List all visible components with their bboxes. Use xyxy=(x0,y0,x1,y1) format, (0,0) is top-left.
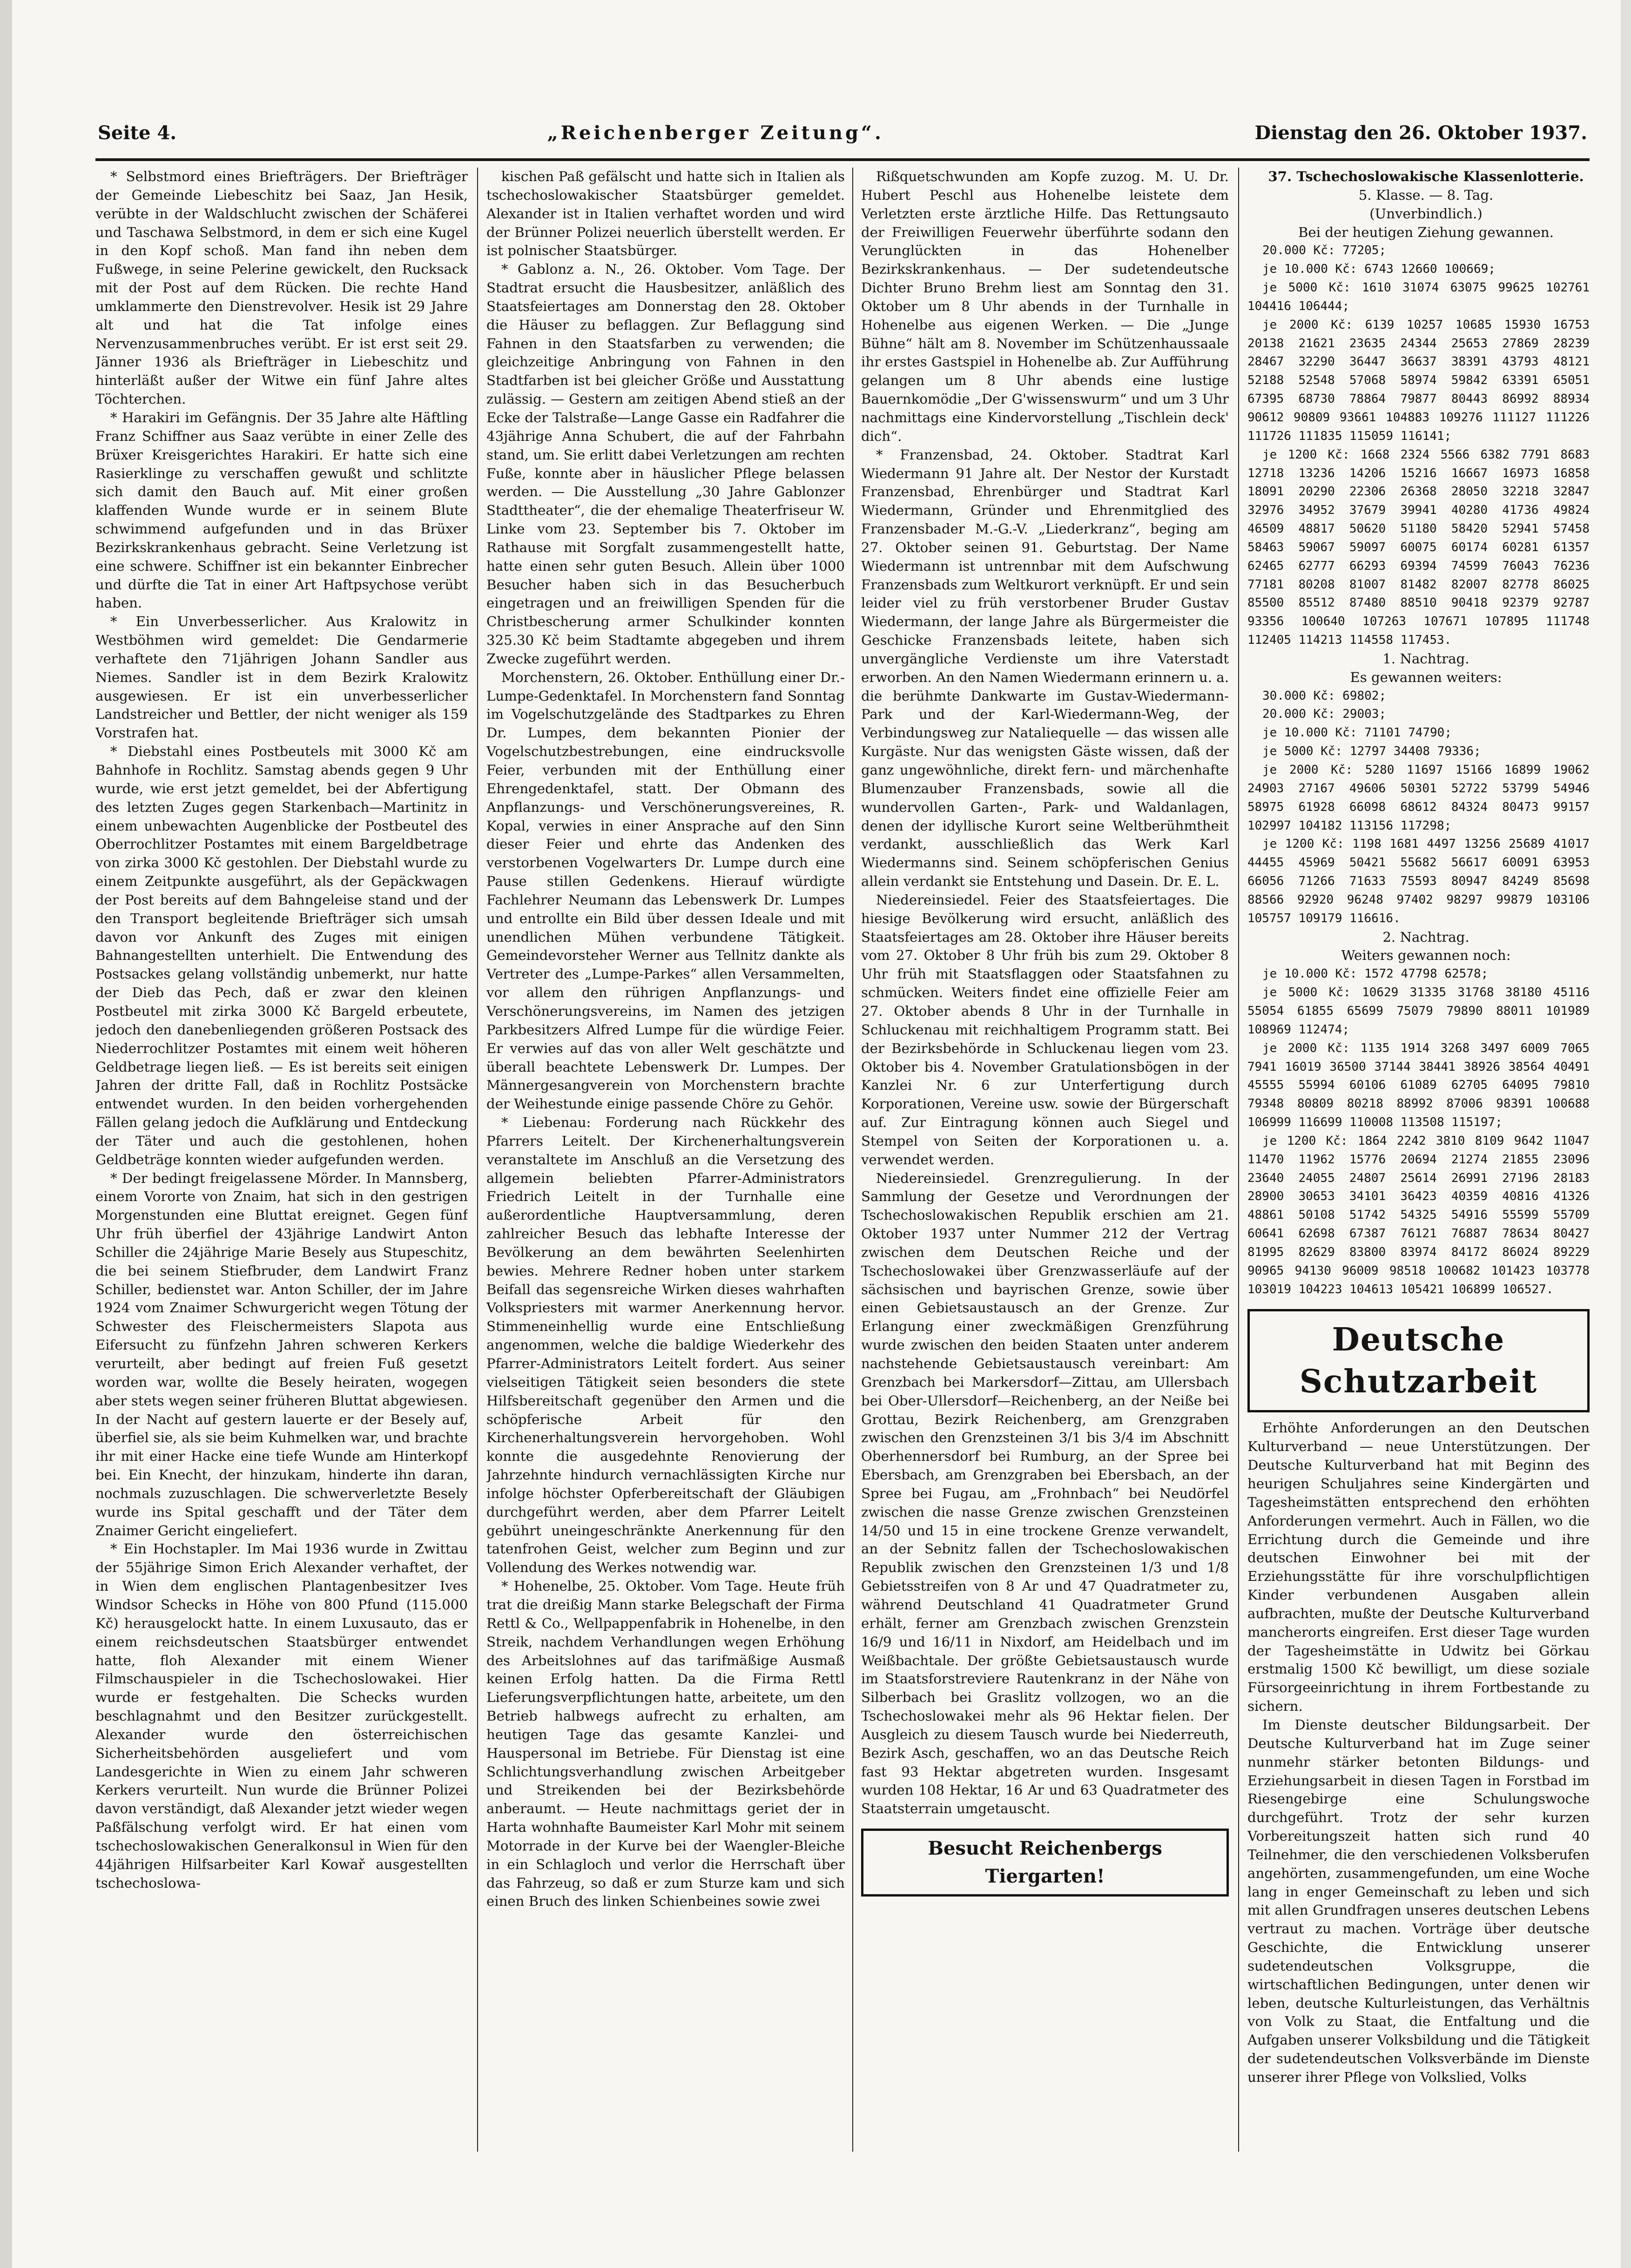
article-niedereinsiedel-feier: Niedereinsiedel. Feier des Staatsfeiertages. Die hiesige Bevölkerung wird ersucht, anläßlich des Staatsfeiertages am 28. Oktober ihre Häuser bereits vom 27. Oktober 8 Uhr früh bis zum 29. Oktober 8 Uhr früh mit Staatsflaggen oder Staatsfahnen zu schmücken. Weiters findet eine offizielle Feier am 27. Oktober abends 8 Uhr in der Turnhalle in Schluckenau mit reichhaltigem Programm statt. Bei der Bezirksbehörde in Schluckenau liegen vom 23. Oktober bis 4. November Gratulationsbögen in der Kanzlei Nr. 6 zur Unterfertigung durch Korporationen, Vereine usw. sowie der Bürgerschaft auf. Zur Eintragung können auch Siegel und Stempel von Seiten der Korporationen u. a. verwendet werden. xyxy=(861,891,1229,1168)
lottery-line: je 5000 Kč: 10629 31335 31768 38180 45116 55054 61855 65699 75079 79890 88011 101989 108969 112474; xyxy=(1247,986,1590,1037)
article-hohenelbe: * Hohenelbe, 25. Oktober. Vom Tage. Heute früh trat die dreißig Mann starke Belegschaft der Firma Rettl & Co., Wellpappenfabrik in Hohenelbe, in den Streik, nachdem Verhandlungen wegen Erhöhung des Arbeitslohnes auf das tarifmäßige Ausmaß keinen Erfolg hatten. Da die Firma Rettl Lieferungsverpflichtungen hatte, arbeitete, um den Betrieb halbwegs aufrecht zu erhalten, am heutigen Tage das gesamte Kanzlei- und Hauspersonal im Betriebe. Für Dienstag ist eine Schlichtungsverhandlung zwischen Arbeitgeber und Streikenden bei der Bezirksbehörde anberaumt. — Heute nachmittags geriet der in Harta wohnhafte Baumeister Karl Mohr mit seinem Motorrade in der Kurve bei der Waengler-Bleiche in ein Schlagloch und verlor die Herrschaft über das Fahrzeug, so daß er zum Sturze kam und sich einen Bruch des linken Schienbeines sowie zwei xyxy=(486,1578,845,1910)
lottery-line: je 1200 Kč: 1864 2242 3810 8109 9642 11047 11470 11962 15776 20694 21274 21855 23096 23640 24055 24807 25614 26991 27196 28183 28900 30653 34101 36423 40359 40816 41326 48861 50108 51742 54325 54916 55599 55709 60641 62698 67387 76121 76887 78634 80427 81995 82629 83800 83974 84172 86024 89229 90965 94130 96009 98518 100682 101423 103778 103019 104223 104613 105421 106899 106527. xyxy=(1247,1134,1590,1296)
lottery-draw: 5. Klasse. — 8. Tag. xyxy=(1358,187,1494,203)
lottery-line: 30.000 Kč: 69802; xyxy=(1262,688,1387,703)
article-moerder: * Der bedingt freigelassene Mörder. In Mannsberg, einem Vororte von Znaim, hat sich in den gestrigen Morgenstunden eine Bluttat ereignet. Gegen fünf Uhr früh überfiel der 43jährige Landwirt Anton Schiller die 24jährige Marie Besely aus Stupeschitz, die bei seinem Stiefbruder, dem Landwirt Franz Schiller, bedienstet war. Anton Schiller, der im Jahre 1924 vom Znaimer Schwurgericht wegen Tötung der Schwester des Fleischermeisters Slapota aus Eifersucht zu fünfzehn Jahren schweren Kerkers verurteilt, aber bedingt auf freien Fuß gesetzt worden war, wollte die Besely heiraten, wogegen aber stets wegen seiner früheren Bluttat abgewiesen. In der Nacht auf gestern lauerte er der Besely auf, überfiel sie, als sie beim Kuhmelken war, und brachte ihr mit einer Hacke eine tiefe Wunde am Hinterkopf bei. Ein Knecht, der hinzukam, hinderte ihn daran, nochmals zuzuschlagen. Die schwerverletzte Besely wurde ins Spital geschafft und der Täter dem Znaimer Gericht eingeliefert. xyxy=(95,1170,468,1539)
column-rule xyxy=(852,168,853,2152)
column-2 xyxy=(486,168,845,2152)
page-number: Seite 4. xyxy=(98,122,177,144)
issue-date: Dienstag den 26. Oktober 1937. xyxy=(1254,122,1587,144)
column-1 xyxy=(95,168,468,2152)
lottery-line: je 2000 Kč: 5280 11697 15166 16899 19062 24903 27167 49606 50301 52722 53799 54946 58975 61928 66098 68612 84324 80473 99157 102997 104182 113156 117298; xyxy=(1247,763,1590,833)
newspaper-title: „Reichenberger Zeitung“. xyxy=(547,122,884,144)
lottery-line: je 5000 Kč: 12797 34408 79336; xyxy=(1262,744,1481,759)
article-liebenau: * Liebenau: Forderung nach Rückkehr des Pfarrers Leitelt. Der Kirchenerhaltungsverein veranstaltete im Anschluß an die Versetzung des allgemein beliebten Pfarrer-Administrators Friedrich Leitelt in der Turnhalle eine außerordentliche Hauptversammlung, deren zahlreicher Besuch das lebhafte Interesse der Bevölkerung an dem bewährten Seelenhirten bewies. Mehrere Redner hoben unter starkem Beifall das segensreiche Wirken dieses wahrhaften Volkspriesters mit warmer Anerkennung hervor. Stimmeneinhellig wurde eine Entschließung angenommen, welche die baldige Wiederkehr des Pfarrer-Administrators Leitelt fordert. Aus seiner vielseitigen Tätigkeit seien besonders die stete Hilfsbereitschaft gegenüber den Armen und die schöpferische Arbeit für den Kirchenerhaltungsverein hervorgehoben. Wohl konnte die ausgedehnte Renovierung der Jahrzehnte hindurch vernachlässigten Kirche nur infolge höchster Opferbereitschaft der Gläubigen durchgeführt werden, aber dem Pfarrer Leitelt gebührt uneingeschränkte Anerkennung für den tatenfrohen Geist, welcher zum Beginn und zur Vollendung des Werkes notwendig war. xyxy=(486,1114,845,1576)
lottery-line: je 5000 Kč: 1610 31074 63075 99625 102761 104416 106444; xyxy=(1247,281,1590,313)
page-header xyxy=(98,122,1587,155)
lottery-line: je 2000 Kč: 6139 10257 10685 15930 16753 20138 21621 23635 24344 25653 27869 28239 28467 32290 36447 36637 38391 43793 48121 52188 52548 57068 58974 59842 63391 65051 67395 68730 78864 79877 80443 86992 88934 90612 90809 93661 104883 109276 111127 111226 111726 111835 115059 116141; xyxy=(1247,317,1590,443)
article-kulturverband: Erhöhte Anforderungen an den Deutschen Kulturverband — neue Unterstützungen. Der Deutsche Kulturverband hat mit Beginn des heurigen Schuljahres seine Kindergärten und Tagesheimstätten entsprechend den erhöhten Anforderungen vermehrt. Auch in Fällen, wo die Errichtung durch die Gemeinde und ihre deutschen Einwohner bei mit der Erziehungsstätte für ihre vorschulpflichtigen Kinder verbundenen Ausgaben allein aufbrachten, mußte der Deutsche Kulturverband mancherorts eingreifen. Erst dieser Tage wurden der Tagesheimstätte in Udwitz bei Görkau erstmalig 1500 Kč bewilligt, um diese soziale Fürsorgeeinrichtung in ihrem Fortbestande zu sichern. xyxy=(1247,1420,1590,1714)
header-rule xyxy=(95,158,1590,161)
article-hochstapler: * Ein Hochstapler. Im Mai 1936 wurde in Zwittau der 55jährige Simon Erich Alexander verhaftet, der in Wien dem englischen Plantagenbesitzer Ives Windsor Schecks in Höhe von 800 Pfund (115.000 Kč) herausgelockt hatte. In einem Luxusauto, das er einem reichsdeutschen Staatsbürger entwendet hatte, floh Alexander mit einem Wiener Filmschauspieler in die Tschechoslowakei. Hier wurde er festgehalten. Die Schecks wurden beschlagnahmt und den Besitzer zurückgestellt. Alexander wurde den österreichischen Sicherheitsbehörden ausgeliefert und vom Landesgerichte in Wien zu einem Jahr schweren Kerkers verurteilt. Nun wurde die Brünner Polizei davon verständigt, daß Alexander jetzt wieder wegen Paßfälschung verfolgt wird. Er hat einen vom tschechoslowakischen Generalkonsul in Wien für den 44jährigen Hilfsarbeiter Karl Kowař ausgestellten tschechoslowa- xyxy=(95,1541,468,1891)
article-franzensbad: * Franzensbad, 24. Oktober. Stadtrat Karl Wiedermann 91 Jahre alt. Der Nestor der Kurstadt Franzensbad, Ehrenbürger und Stadtrat Karl Wiedermann, Gründer und Ehrenmitglied des Franzensbader M.-G.-V. „Liederkranz“, beging am 27. Oktober seinen 91. Geburtstag. Der Name Wiedermann ist untrennbar mit dem Aufschwung Franzensbads zum Weltkurort verknüpft. Er und sein leider viel zu früh verstorbener Bruder Gustav Wiedermann, der lange Jahre als Bürgermeister die Geschicke Franzensbads leitete, haben sich unvergängliche Verdienste um ihre Vaterstadt erworben. An den Namen Wiedermann erinnern u. a. die berühmte Dankwarte im Gustav-Wiedermann-Park und der Karl-Wiedermann-Weg, der Verbindungsweg zur Nataliequelle — das wissen alle Kurgäste. Nur das wenigsten Gäste wissen, daß der ganz ungewöhnliche, direkt fern- und märchenhafte Blumenzauber Franzensbads, sowie all die wundervollen Garten-, Park- und Waldanlagen, denen der idyllische Kurort seine Weltberühmtheit verdankt, ausschließlich das Werk Karl Wiedermanns sind. Seinem schöpferischen Genius allein verdankt sie Entstehung und Dasein. Dr. E. L. xyxy=(861,446,1229,890)
lottery-supplement-heading: 2. Nachtrag. xyxy=(1382,929,1469,945)
lottery-line: je 1200 Kč: 1668 2324 5566 6382 7791 8683 12718 13236 14206 15216 16667 16973 16858 18091 20290 22306 26368 28050 32218 32847 32976 34952 37679 39941 40280 41736 49824 46509 48817 50620 51180 58420 52941 57458 58463 59067 59097 60075 60174 60281 61357 62465 62777 66293 69394 74599 76043 76236 77181 80208 81007 81482 82007 82778 86025 85500 85512 87480 88510 90418 92379 92787 93356 100640 107263 107671 107895 111748 112405 114213 114558 117453. xyxy=(1247,447,1590,648)
article-gablonz: * Gablonz a. N., 26. Oktober. Vom Tage. Der Stadtrat ersucht die Hausbesitzer, anläßlich des Staatsfeiertages am Donnerstag den 28. Oktober die Häuser zu beflaggen. Zur Beflaggung sind Fahnen in den Staatsfarben zu verwenden; die gleichzeitige Anbringung von Fahnen in den Stadtfarben ist bei gleicher Größe und Ausstattung zulässig. — Gestern am zeitigen Abend stieß an der Ecke der Talstraße—Lange Gasse ein Radfahrer die 43jährige Anna Schubert, die auf der Fahrbahn stand, um. Sie erlitt dabei Verletzungen am rechten Fuße, konnte aber in häuslicher Pflege belassen werden. — Die Ausstellung „30 Jahre Gablonzer Stadttheater“, die der ehemalige Theaterfriseur W. Linke vom 23. September bis 7. Oktober im Rathause mit Sorgfalt zusammengestellt hatte, hatte einen sehr guten Besuch. Allein über 1000 Besucher haben sich in das Besucherbuch eingetragen und an freiwilligen Spenden für die Christbescherung armer Schulkinder konnten 325.30 Kč beim Stadtamte abgegeben und ihrem Zwecke zugeführt werden. xyxy=(486,261,845,667)
lottery-subheading: Weiters gewannen noch: xyxy=(1341,947,1511,964)
lottery-intro: Bei der heutigen Ziehung gewannen. xyxy=(1298,224,1554,240)
lottery-note: (Unverbindlich.) xyxy=(1369,205,1483,222)
lottery-line: je 1200 Kč: 1198 1681 4497 13256 25689 41017 44455 45969 50421 55682 56617 60091 63953 66056 71266 71633 75593 80947 84249 85698 88566 92920 96248 97402 98297 99879 103106 105757 109179 116616. xyxy=(1247,837,1590,925)
article-continued: Rißquetschwunden am Kopfe zuzog. M. U. Dr. Hubert Peschl aus Hohenelbe leistete dem Verletzten erste ärztliche Hilfe. Das Rettungsauto der Freiwilligen Feuerwehr überführte sodann den Verunglückten in das Hohenelber Bezirkskrankenhaus. — Der sudetendeutsche Dichter Bruno Brehm liest am Sonntag den 31. Oktober um 8 Uhr abends in der Turnhalle in Hohenelbe aus eigenen Werken. — Die „Junge Bühne“ hält am 8. November im Schützenhaussaale ihr erstes Gastspiel in Hohenelbe ab. Zur Aufführung gelangen um 8 Uhr abends eine lustige Bauernkomödie „Der G'wissenswurm“ und um 3 Uhr nachmittags eine Kindervorstellung „Tischlein deck' dich“. xyxy=(861,169,1229,444)
column-rule xyxy=(1238,168,1239,2152)
zoo-advertisement: Besucht Reichenbergs Tiergarten! xyxy=(861,1829,1229,1897)
scan-edge-right xyxy=(1621,0,1631,2268)
article-harakiri: * Harakiri im Gefängnis. Der 35 Jahre alte Häftling Franz Schiffner aus Saaz verübte in einer Zelle des Brüxer Kreisgerichtes Harakiri. Er hatte sich eine Rasierklinge zu verschaffen gewußt und schlitzte sich damit den Bauch auf. Mit einer großen klaffenden Wunde wurde er in seinem Blute schwimmend aufgefunden und in das Brüxer Bezirkskrankenhaus gebracht. Seine Verletzung ist eine schwere. Schiffner ist ein bekannter Einbrecher und dürfte die Tat in einer Art Haftpsychose verübt haben. xyxy=(95,409,468,611)
scan-edge-left xyxy=(0,0,12,2268)
article-morchenstern: Morchenstern, 26. Oktober. Enthüllung einer Dr.-Lumpe-Gedenktafel. In Morchenstern fand Sonntag im Vogelschutzgelände des Stadtparkes zu Ehren Dr. Lumpes, dem bekannten Pionier der Vogelschutzbestrebungen, eine eindrucksvolle Feier, verbunden mit der Enthüllung einer Ehrengedenktafel, statt. Der Obmann des Anpflanzungs- und Verschönerungsvereines, R. Kopal, verwies in einer Ansprache auf den Sinn dieser Feier und ehrte das Andenken des verstorbenen Vogelwarters Dr. Lumpe durch eine Pause stillen Gedenkens. Hierauf würdigte Fachlehrer Neumann das Lebenswerk Dr. Lumpes und entrollte ein Bild über dessen Ideale und mit unendlichen Mühen verbundene Tätigkeit. Gemeindevorsteher Werner aus Tellnitz dankte als Vertreter des „Lumpe-Parkes“ allen Versammelten, vor allem den rührigen Anpflanzungs- und Verschönerungsvereins, im Namen des jetzigen Parkbesitzers Alfred Lumpe für die würdige Feier. Er verwies auf das von aller Welt geschätzte und überall beachtete Lebenswerk Dr. Lumpes. Der Männergesangverein von Morchenstern brachte der Weihestunde einige passende Chöre zu Gehör. xyxy=(486,669,845,1112)
lottery-subheading: Es gewannen weiters: xyxy=(1350,669,1502,685)
article-selbstmord: * Selbstmord eines Briefträgers. Der Briefträger der Gemeinde Liebeschitz bei Saaz, Jan Hesik, verübte in der Waldschlucht zwischen der Schäferei und Taschawa Selbstmord, in dem er sich eine Kugel in den Kopf schoß. Man fand ihn neben dem Fußwege, in seine Pelerine gewickelt, den Rucksack mit der Post auf dem Rücken. Die rechte Hand umklammerte den Dienstrevolver. Hesik ist 29 Jahre alt und hat die Tat infolge eines Nervenzusammenbruches verübt. Er ist erst seit 29. Jänner 1936 als Briefträger in Liebeschitz und hinterläßt außer der Witwe ein fünf Jahre altes Töchterchen. xyxy=(95,169,468,407)
lottery-line: je 10.000 Kč: 6743 12660 100669; xyxy=(1262,262,1496,277)
schutzarbeit-heading-box: Deutsche Schutzarbeit xyxy=(1247,1309,1590,1412)
article-bildungsarbeit: Im Dienste deutscher Bildungsarbeit. Der Deutsche Kulturverband hat im Zuge seiner nunmehr stärker betonten Bildungs- und Erziehungsarbeit in diesen Tagen in Forstbad im Riesengebirge eine Schulungswoche durchgeführt. Trotz der sehr kurzen Vorbereitungszeit hatten sich rund 40 Teilnehmer, die den verschiedenen Volksberufen angehörten, zusammengefunden, um eine Woche lang in enger Gemeinschaft zu leben und sich mit allen Grundfragen unseres deutschen Lebens vertraut zu machen. Vorträge über deutsche Geschichte, die Entwicklung unserer sudetendeutschen Volksgruppe, die wirtschaftlichen Bedingungen, unter denen wir leben, deutsche Kulturleistungen, das Verhältnis von Volk zu Staat, die Entfaltung und die Aufgaben unserer Volksbildung und die Tätigkeit der sudetendeutschen Volksverbände im Dienste unserer ihrer Pflege von Volkslied, Volks xyxy=(1247,1716,1590,2085)
lottery-supplement-heading: 1. Nachtrag. xyxy=(1382,650,1469,667)
lottery-line: 20.000 Kč: 29003; xyxy=(1262,707,1387,722)
article-continued: kischen Paß gefälscht und hatte sich in Italien als tschechoslowakischer Staatsbürger gemeldet. Alexander ist in Italien verhaftet worden und wird der Brünner Polizei neuerlich überstellt werden. Er ist polnischer Staatsbürger. xyxy=(486,169,845,259)
column-4 xyxy=(1247,168,1590,2152)
article-unverbesserlicher: * Ein Unverbesserlicher. Aus Kralowitz in Westböhmen wird gemeldet: Die Gendarmerie verhaftete den 71jährigen Johann Sandler aus Niemes. Sandler ist in dem Bezirk Kralowitz ausgewiesen. Er ist ein unverbesserlicher Landstreicher und Bettler, der nicht weniger als 159 Vorstrafen hat. xyxy=(95,614,468,741)
lottery-line: je 10.000 Kč: 1572 47798 62578; xyxy=(1262,967,1489,981)
column-rule xyxy=(477,168,478,2152)
lottery-line: je 10.000 Kč: 71101 74790; xyxy=(1262,726,1452,740)
article-grenzregulierung: Niedereinsiedel. Grenzregulierung. In der Sammlung der Gesetze und Verordnungen der Tschechoslowakischen Republik erschien am 21. Oktober 1937 unter Nummer 212 der Vertrag zwischen dem Deutschen Reiche und der Tschechoslowakei über Grenzwasserläufe auf der sächsischen und bayrischen Grenze, sowie über einen Gebietsaustausch an der Grenze. Zur Erlangung einer zweckmäßigen Grenzführung wurde zwischen den beiden Staaten unter anderem nachstehende Gebietsaustausch vereinbart: Am Grenzbach bei Markersdorf—Zittau, am Ullersbach bei Ober-Ullersdorf—Reichenberg, an der Neiße bei Grottau, Bezirk Reichenberg, am Grenzgraben zwischen den Grenzsteinen 3/1 bis 3/4 im Abschnitt Oberhennersdorf bei Rumburg, an der Spree bei Ebersbach, am Grenzgraben bei Ebersbach, an der Spree bei Fugau, am „Frohnbach“ bei Neudörfel zwischen die nasse Grenze zwischen Grenzsteinen 14/50 und 15 in eine trockene Grenze verwandelt, an der Sebnitz fallen der Tschechoslowakischen Republik zwischen den Grenzsteinen 1/3 und 1/8 Gebietsstreifen von 8 Ar und 47 Quadratmeter zu, während Deutschland 41 Quadratmeter Grund erhält, ferner am Grenzbach zwischen Grenzstein 16/9 und 16/11 in Nixdorf, am Heidelbach und im Weißbachtale. Der größte Gebietsaustausch wurde im Staatsforstreviere Rautenkranz in der Nähe von Silberbach bei Graslitz vollzogen, wo an die Tschechoslowakei mehr als 96 Hektar fielen. Der Ausgleich zu diesem Tausch wurde bei Niederreuth, Bezirk Asch, geschaffen, wo an das Deutsche Reich fast 93 Hektar abgetreten wurden. Insgesamt wurden 108 Hektar, 16 Ar und 63 Quadratmeter des Staatsterrain umgetauscht. xyxy=(861,1170,1229,1817)
column-3 xyxy=(861,168,1229,2152)
lottery-title: 37. Tschechoslowakische Klassenlotterie. xyxy=(1268,169,1584,184)
lottery-line: je 2000 Kč: 1135 1914 3268 3497 6009 7065 7941 16019 36500 37144 38441 38926 38564 40491 45555 55994 60106 61089 62705 64095 79810 79348 80809 80218 88992 87006 98391 100688 106999 116699 110008 113508 115197; xyxy=(1247,1041,1590,1130)
article-postbeutel: * Diebstahl eines Postbeutels mit 3000 Kč am Bahnhofe in Rochlitz. Samstag abends gegen 9 Uhr wurde, wie erst jetzt gemeldet, bei der Abfertigung des letzten Zuges gegen Starkenbach—Martinitz in einem unbewachten Augenblicke der Postbeutel des Oberrochlitzer Postamtes mit einem Bargeldbetrage von zirka 3000 Kč gestohlen. Der Diebstahl wurde zu einem Zeitpunkte ausgeführt, als der Gepäckwagen der Post bereits auf dem Bahngeleise stand und der den Transport begleitende Briefträger sich umsah davon vor Ankunft des Zuges mit einigen Bahnangestellten unterhielt. Die Entwendung des Postsackes gelang vollständig unbemerkt, nur hatte der Dieb das Pech, daß er zwar den kleinen Postbeutel mit zirka 3000 Kč Bargeld erbeutete, jedoch den danebenliegenden größeren Postsack des Niederrochlitzer Postamtes mit einem weit höheren Geldbetrage liegen ließ. — Es ist bereits seit einigen Jahren der dritte Fall, daß in Rochlitz Postsäcke entwendet wurden. In den beiden vorhergehenden Fällen gelang jedoch die Aufklärung und Entdeckung der Täter und auch die gestohlenen, hohen Geldbeträge konnten wieder aufgefunden werden. xyxy=(95,743,468,1168)
lottery-line: 20.000 Kč: 77205; xyxy=(1262,243,1387,258)
